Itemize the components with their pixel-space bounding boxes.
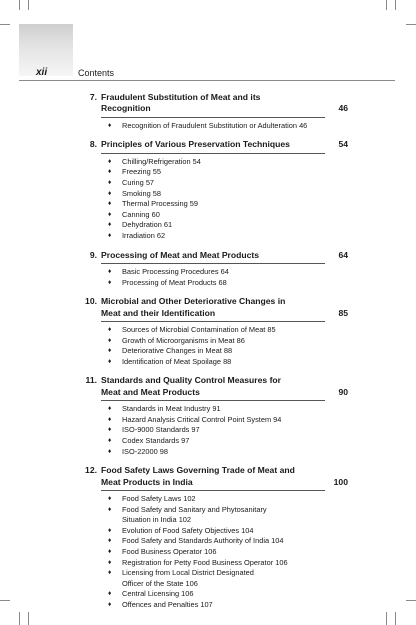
- section-title: [122, 505, 267, 526]
- section-title: [122, 278, 227, 289]
- section-title: [122, 189, 161, 200]
- diamond-bullet-icon: ♦: [108, 189, 112, 197]
- section-title: [122, 536, 283, 547]
- toc-section-entry: [108, 494, 348, 505]
- section-title: [122, 336, 245, 347]
- crop-mark: [19, 612, 20, 625]
- section-title: [122, 121, 307, 132]
- section-title-line: Processing of Meat Products 68: [122, 277, 227, 287]
- diamond-bullet-icon: ♦: [108, 221, 112, 229]
- toc-section-entry: [108, 189, 348, 200]
- section-title-line: Dehydration 61: [122, 220, 173, 230]
- section-title: [122, 267, 229, 278]
- crop-mark: [0, 600, 10, 601]
- toc-section-entry: [108, 121, 348, 132]
- chapter-title-line: Meat and their Identification: [101, 307, 216, 318]
- section-title-line: Offences and Penalties 107: [122, 599, 213, 609]
- section-title: [122, 558, 288, 569]
- section-title-line: Canning 60: [122, 209, 160, 219]
- chapter-heading: [78, 139, 348, 150]
- diamond-bullet-icon: ♦: [108, 590, 112, 598]
- section-title-line: Food Business Operator 106: [122, 546, 217, 556]
- chapter-page-number: 100: [333, 476, 348, 487]
- section-title-line: Food Safety and Sanitary and Phytosanitary: [122, 504, 267, 514]
- section-list: [108, 325, 348, 367]
- diamond-bullet-icon: ♦: [108, 436, 112, 444]
- diamond-bullet-icon: ♦: [108, 547, 112, 555]
- diamond-bullet-icon: ♦: [108, 347, 112, 355]
- contents-list: [78, 92, 348, 618]
- section-title-line: Registration for Petty Food Business Operator 106: [122, 557, 288, 567]
- diamond-bullet-icon: ♦: [108, 210, 112, 218]
- section-title-line: Food Safety Laws 102: [122, 493, 196, 503]
- section-title: [122, 325, 276, 336]
- section-title-line: Central Licensing 106: [122, 589, 194, 599]
- section-title-line: Thermal Processing 59: [122, 199, 198, 209]
- section-title-line: Basic Processing Procedures 64: [122, 266, 229, 276]
- section-title-line: Chilling/Refrigeration 54: [122, 156, 201, 166]
- diamond-bullet-icon: ♦: [108, 569, 112, 577]
- section-title-line: Recognition of Fraudulent Substitution or Adulteration 46: [122, 120, 308, 130]
- toc-section-entry: [108, 526, 348, 537]
- chapter-underline: [101, 263, 325, 264]
- section-title-line: ISO-22000 98: [122, 446, 169, 456]
- chapter-title-line: Standards and Quality Control Measures for: [101, 375, 282, 386]
- section-title-line: Codex Standards 97: [122, 435, 190, 445]
- chapter-page-number: 90: [338, 386, 348, 397]
- toc-section-entry: [108, 404, 348, 415]
- section-title: [122, 526, 253, 537]
- chapter-heading: [78, 296, 348, 319]
- toc-section-entry: [108, 278, 348, 289]
- section-title-line: Identification of Meat Spoilage 88: [122, 356, 232, 366]
- toc-chapter: [78, 139, 348, 241]
- toc-section-entry: [108, 157, 348, 168]
- chapter-underline: [101, 117, 325, 118]
- crop-mark: [28, 612, 29, 625]
- diamond-bullet-icon: ♦: [108, 121, 112, 129]
- toc-section-entry: [108, 178, 348, 189]
- chapter-heading: [78, 465, 348, 488]
- section-title: [122, 547, 217, 558]
- section-title: [122, 210, 160, 221]
- page-number: xii: [36, 67, 48, 78]
- crop-mark: [406, 24, 416, 25]
- section-list: [108, 121, 348, 132]
- toc-chapter: [78, 92, 348, 131]
- diamond-bullet-icon: ♦: [108, 231, 112, 239]
- chapter-title-line: Meat and Meat Products: [101, 386, 200, 397]
- section-title-line: Licensing from Local District Designated: [122, 568, 254, 578]
- section-title: [122, 199, 198, 210]
- diamond-bullet-icon: ♦: [108, 179, 112, 186]
- crop-mark: [395, 0, 396, 10]
- chapter-title: [101, 92, 322, 115]
- toc-section-entry: [108, 220, 348, 231]
- section-title-line: Hazard Analysis Critical Control Point System 94: [122, 414, 282, 424]
- header-rule: [19, 80, 395, 81]
- diamond-bullet-icon: ♦: [108, 168, 112, 176]
- diamond-bullet-icon: ♦: [108, 278, 112, 286]
- section-list: [108, 267, 348, 288]
- chapter-number: 11.: [85, 375, 97, 386]
- chapter-underline: [101, 490, 325, 491]
- chapter-underline: [101, 321, 325, 322]
- crop-mark: [395, 612, 396, 625]
- diamond-bullet-icon: ♦: [108, 157, 112, 165]
- section-title: [122, 231, 165, 242]
- running-head: Contents: [78, 68, 115, 78]
- section-title: [122, 346, 232, 357]
- crop-mark: [19, 0, 20, 10]
- chapter-title-line: Food Safety Laws Governing Trade of Meat and: [101, 465, 295, 476]
- chapter-title-line: Fraudulent Substitution of Meat and its: [101, 92, 261, 102]
- diamond-bullet-icon: ♦: [108, 325, 112, 333]
- section-title: [122, 600, 213, 611]
- chapter-title-line: Processing of Meat and Meat Products: [101, 249, 260, 260]
- section-title-line: Sources of Microbial Contamination of Meat 85: [122, 324, 276, 334]
- section-title-line: Freezing 55: [122, 167, 162, 177]
- section-title-line: ISO-9000 Standards 97: [122, 425, 200, 435]
- section-list: [108, 404, 348, 457]
- toc-section-entry: [108, 600, 348, 611]
- diamond-bullet-icon: ♦: [108, 426, 112, 434]
- toc-section-entry: [108, 346, 348, 357]
- toc-section-entry: [108, 436, 348, 447]
- chapter-number: 10.: [85, 296, 97, 307]
- toc-section-entry: [108, 447, 348, 458]
- chapter-title: [101, 296, 322, 319]
- chapter-underline: [101, 400, 325, 401]
- toc-section-entry: [108, 167, 348, 178]
- toc-chapter: [78, 375, 348, 457]
- section-title: [122, 425, 200, 436]
- section-title: [122, 436, 189, 447]
- section-title: [122, 220, 172, 231]
- diamond-bullet-icon: ♦: [108, 200, 112, 208]
- chapter-heading: [78, 92, 348, 115]
- chapter-number: 8.: [89, 139, 97, 150]
- diamond-bullet-icon: ♦: [108, 447, 112, 455]
- section-list: [108, 157, 348, 242]
- crop-mark: [406, 600, 416, 601]
- section-title-line: Evolution of Food Safety Objectives 104: [122, 525, 254, 535]
- toc-section-entry: [108, 505, 348, 526]
- toc-section-entry: [108, 536, 348, 547]
- toc-section-entry: [108, 547, 348, 558]
- diamond-bullet-icon: ♦: [108, 600, 112, 608]
- diamond-bullet-icon: ♦: [108, 494, 112, 502]
- section-title-line: Growth of Microorganisms in Meat 86: [122, 335, 245, 345]
- chapter-title: [101, 250, 322, 261]
- toc-section-entry: [108, 415, 348, 426]
- section-list: [108, 494, 348, 611]
- toc-section-entry: [108, 210, 348, 221]
- toc-section-entry: [108, 568, 348, 589]
- chapter-number: 9.: [89, 249, 97, 260]
- diamond-bullet-icon: ♦: [108, 558, 112, 566]
- chapter-title-line: Recognition: [101, 103, 151, 114]
- chapter-page-number: 85: [338, 307, 348, 318]
- crop-mark: [386, 0, 387, 10]
- diamond-bullet-icon: ♦: [108, 415, 112, 423]
- section-title: [122, 447, 168, 458]
- diamond-bullet-icon: ♦: [108, 537, 112, 545]
- section-title-line: Deteriorative Changes in Meat 88: [122, 346, 233, 356]
- section-title-line: Irradiation 62: [122, 230, 166, 240]
- chapter-heading: [78, 250, 348, 261]
- toc-section-entry: [108, 325, 348, 336]
- section-title: [122, 167, 161, 178]
- diamond-bullet-icon: ♦: [108, 505, 112, 513]
- toc-chapter: [78, 250, 348, 289]
- chapter-title-line: Microbial and Other Deteriorative Changes in: [101, 296, 286, 307]
- section-title-line: Smoking 58: [122, 188, 162, 198]
- section-title: [122, 415, 281, 426]
- toc-section-entry: [108, 558, 348, 569]
- toc-section-entry: [108, 199, 348, 210]
- diamond-bullet-icon: ♦: [108, 336, 112, 344]
- section-title-line: Standards in Meat Industry 91: [122, 404, 221, 414]
- chapter-number: 7.: [89, 92, 97, 102]
- section-title: [122, 494, 196, 505]
- diamond-bullet-icon: ♦: [108, 405, 112, 413]
- toc-section-entry: [108, 589, 348, 600]
- toc-section-entry: [108, 357, 348, 368]
- section-title-line: Curing 57: [122, 178, 155, 187]
- chapter-title: [101, 375, 322, 398]
- toc-section-entry: [108, 267, 348, 278]
- chapter-title-line: Principles of Various Preservation Techniques: [101, 139, 290, 150]
- toc-chapter: [78, 465, 348, 610]
- chapter-underline: [101, 153, 325, 154]
- chapter-title-line: Meat Products in India: [101, 476, 193, 487]
- toc-chapter: [78, 296, 348, 367]
- chapter-heading: [78, 375, 348, 398]
- section-title: [122, 357, 231, 368]
- diamond-bullet-icon: ♦: [108, 357, 112, 365]
- section-title: [122, 404, 221, 415]
- section-title-line: Food Safety and Standards Authority of India 104: [122, 536, 284, 546]
- section-title-line: Officer of the State 106: [122, 578, 198, 588]
- crop-mark: [386, 612, 387, 625]
- toc-section-entry: [108, 425, 348, 436]
- toc-section-entry: [108, 336, 348, 347]
- crop-mark: [28, 0, 29, 10]
- section-title: [122, 589, 194, 600]
- diamond-bullet-icon: ♦: [108, 267, 112, 275]
- diamond-bullet-icon: ♦: [108, 526, 112, 534]
- chapter-page-number: 54: [338, 139, 348, 150]
- section-title: [122, 178, 154, 189]
- chapter-title: [101, 465, 322, 488]
- chapter-page-number: 46: [338, 103, 348, 114]
- section-title: [122, 568, 254, 589]
- crop-mark: [0, 24, 10, 25]
- section-title-line: Situation in India 102: [122, 515, 192, 525]
- toc-section-entry: [108, 231, 348, 242]
- section-title: [122, 157, 201, 168]
- chapter-title: [101, 139, 322, 150]
- chapter-number: 12.: [85, 465, 97, 476]
- chapter-page-number: 64: [338, 249, 348, 260]
